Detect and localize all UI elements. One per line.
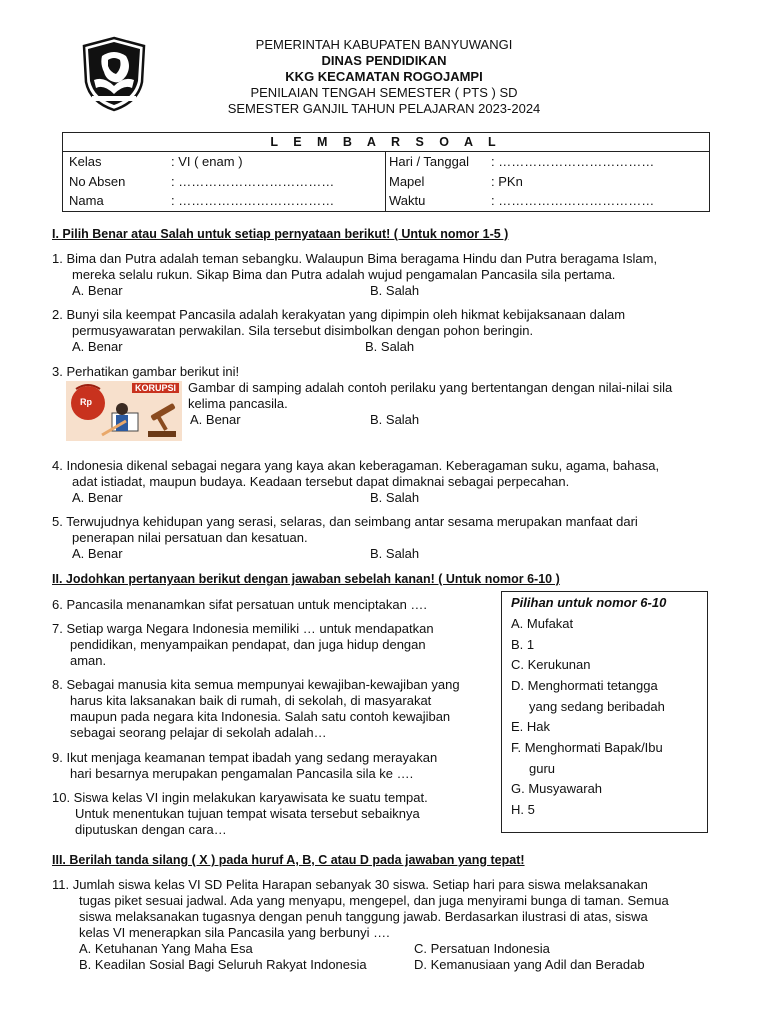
- choice-h[interactable]: H. 5: [511, 802, 535, 817]
- identity-divider: [385, 151, 386, 211]
- q11-line1: 11. Jumlah siswa kelas VI SD Pelita Harapan sebanyak 30 siswa. Setiap hari para siswa melaksanakan: [52, 877, 648, 892]
- header-department: DINAS PENDIDIKAN: [321, 53, 447, 68]
- q7-line2: pendidikan, menyampaikan pendapat, dan juga hidup dengan: [70, 637, 426, 652]
- q4-line2: adat istiadat, maupun budaya. Keadaan tersebut dapat dimaknai sebagai perpecahan.: [72, 474, 570, 489]
- choice-g[interactable]: G. Musyawarah: [511, 781, 603, 796]
- field-value-kelas: : VI ( enam ): [171, 154, 243, 169]
- q11-line3: siswa melaksanakan tugasnya dengan penuh tanggung jawab. Berdasarkan ilustrasi di atas, siswa: [79, 909, 648, 924]
- header-semester: SEMESTER GANJIL TAHUN PELAJARAN 2023-2024: [227, 101, 541, 116]
- choice-f-line2: guru: [529, 761, 556, 776]
- choice-b[interactable]: B. 1: [511, 637, 535, 652]
- img-coin-label: Rp: [80, 397, 92, 407]
- q11-option-b[interactable]: B. Keadilan Sosial Bagi Seluruh Rakyat Indonesia: [79, 957, 367, 972]
- field-value-mapel: : PKn: [491, 174, 523, 189]
- section-3-title: III. Berilah tanda silang ( X ) pada huruf A, B, C atau D pada jawaban yang tepat!: [52, 853, 525, 867]
- q2-line2: permusyawaratan perwakilan. Sila tersebut disimbolkan dengan pohon beringin.: [72, 323, 534, 338]
- field-label-kelas: Kelas: [69, 154, 102, 169]
- q2-option-a[interactable]: A. Benar: [72, 339, 123, 354]
- q2-option-b[interactable]: B. Salah: [365, 339, 415, 354]
- choice-d-line1[interactable]: D. Menghormati tetangga: [511, 678, 658, 693]
- sheet-title: L E M B A R S O A L: [63, 133, 709, 152]
- q11-option-d[interactable]: D. Kemanusiaan yang Adil dan Beradab: [414, 957, 645, 972]
- q4-line1: 4. Indonesia dikenal sebagai negara yang kaya akan keberagaman. Keberagaman suku, agama, bahasa,: [52, 458, 660, 473]
- q3-line2: Gambar di samping adalah contoh perilaku yang bertentangan dengan nilai-nilai sila: [188, 380, 673, 395]
- header-kkg: KKG KECAMATAN ROGOJAMPI: [285, 69, 483, 84]
- choice-c[interactable]: C. Kerukunan: [511, 657, 591, 672]
- q7-line1: 7. Setiap warga Negara Indonesia memiliki … untuk mendapatkan: [52, 621, 434, 636]
- q5-option-b[interactable]: B. Salah: [370, 546, 420, 561]
- field-value-hari-tanggal[interactable]: : ………………………………: [491, 154, 655, 169]
- choice-f-line1[interactable]: F. Menghormati Bapak/Ibu: [511, 740, 663, 755]
- field-value-nama[interactable]: : ………………………………: [171, 193, 335, 208]
- q1-option-b[interactable]: B. Salah: [370, 283, 420, 298]
- q1-line2: mereka selalu rukun. Sikap Bima dan Putra adalah wujud pengamalan Pancasila sila pertama.: [72, 267, 616, 282]
- q11-option-a[interactable]: A. Ketuhanan Yang Maha Esa: [79, 941, 253, 956]
- q4-option-a[interactable]: A. Benar: [72, 490, 123, 505]
- q5-option-a[interactable]: A. Benar: [72, 546, 123, 561]
- q1-option-a[interactable]: A. Benar: [72, 283, 123, 298]
- q11-option-c[interactable]: C. Persatuan Indonesia: [414, 941, 550, 956]
- img-korupsi-label: KORUPSI: [132, 383, 179, 393]
- q10-line1: 10. Siswa kelas VI ingin melakukan karyawisata ke suatu tempat.: [52, 790, 428, 805]
- q8-line1: 8. Sebagai manusia kita semua mempunyai kewajiban-kewajiban yang: [52, 677, 460, 692]
- q9-line2: hari besarnya merupakan pengamalan Pancasila sila ke ….: [70, 766, 414, 781]
- identity-box: [62, 132, 710, 212]
- matching-choices-box: [501, 591, 708, 833]
- field-value-no-absen[interactable]: : ………………………………: [171, 174, 335, 189]
- q2-line1: 2. Bunyi sila keempat Pancasila adalah kerakyatan yang dipimpin oleh hikmat kebijaksanaan dalam: [52, 307, 626, 322]
- field-label-nama: Nama: [69, 193, 104, 208]
- q5-line2: penerapan nilai persatuan dan kesatuan.: [72, 530, 308, 545]
- banyuwangi-emblem-icon: [80, 36, 148, 112]
- header-government: PEMERINTAH KABUPATEN BANYUWANGI: [255, 37, 513, 52]
- field-label-mapel: Mapel: [389, 174, 425, 189]
- q3-line3: kelima pancasila.: [188, 396, 288, 411]
- q8-line3: maupun pada negara kita Indonesia. Salah satu contoh kewajiban: [70, 709, 451, 724]
- choice-e[interactable]: E. Hak: [511, 719, 551, 734]
- q11-line4: kelas VI menerapkan sila Pancasila yang berbunyi ….: [79, 925, 390, 940]
- q10-line2: Untuk menentukan tujuan tempat wisata tersebut sebaiknya: [75, 806, 420, 821]
- field-label-hari-tanggal: Hari / Tanggal: [389, 154, 469, 169]
- q11-line2: tugas piket sesuai jadwal. Ada yang menyapu, mengepel, dan juga menyirami bunga di taman. Semua: [79, 893, 669, 908]
- q3-line1: 3. Perhatikan gambar berikut ini!: [52, 364, 240, 379]
- field-label-no-absen: No Absen: [69, 174, 126, 189]
- q8-line2: harus kita laksanakan baik di rumah, di sekolah, di masyarakat: [70, 693, 432, 708]
- choice-a[interactable]: A. Mufakat: [511, 616, 574, 631]
- q6-text: 6. Pancasila menanamkan sifat persatuan untuk menciptakan ….: [52, 597, 428, 612]
- field-label-waktu: Waktu: [389, 193, 426, 208]
- q9-line1: 9. Ikut menjaga keamanan tempat ibadah yang sedang merayakan: [52, 750, 438, 765]
- corruption-illustration: [66, 381, 182, 441]
- q3-option-a[interactable]: A. Benar: [190, 412, 241, 427]
- section-1-title: I. Pilih Benar atau Salah untuk setiap pernyataan berikut! ( Untuk nomor 1-5 ): [52, 227, 509, 241]
- choice-d-line2: yang sedang beribadah: [529, 699, 665, 714]
- q4-option-b[interactable]: B. Salah: [370, 490, 420, 505]
- choices-title: Pilihan untuk nomor 6-10: [511, 595, 667, 610]
- q7-line3: aman.: [70, 653, 107, 668]
- q8-line4: sebagai seorang pelajar di sekolah adalah…: [70, 725, 327, 740]
- q10-line3: diputuskan dengan cara…: [75, 822, 227, 837]
- field-value-waktu[interactable]: : ………………………………: [491, 193, 655, 208]
- q5-line1: 5. Terwujudnya kehidupan yang serasi, selaras, dan seimbang antar sesama merupakan manfaat dari: [52, 514, 638, 529]
- section-2-title: II. Jodohkan pertanyaan berikut dengan jawaban sebelah kanan! ( Untuk nomor 6-10 ): [52, 572, 560, 586]
- q3-option-b[interactable]: B. Salah: [370, 412, 420, 427]
- header-exam-name: PENILAIAN TENGAH SEMESTER ( PTS ) SD: [250, 85, 518, 100]
- q1-line1: 1. Bima dan Putra adalah teman sebangku. Walaupun Bima beragama Hindu dan Putra beragama Islam,: [52, 251, 658, 266]
